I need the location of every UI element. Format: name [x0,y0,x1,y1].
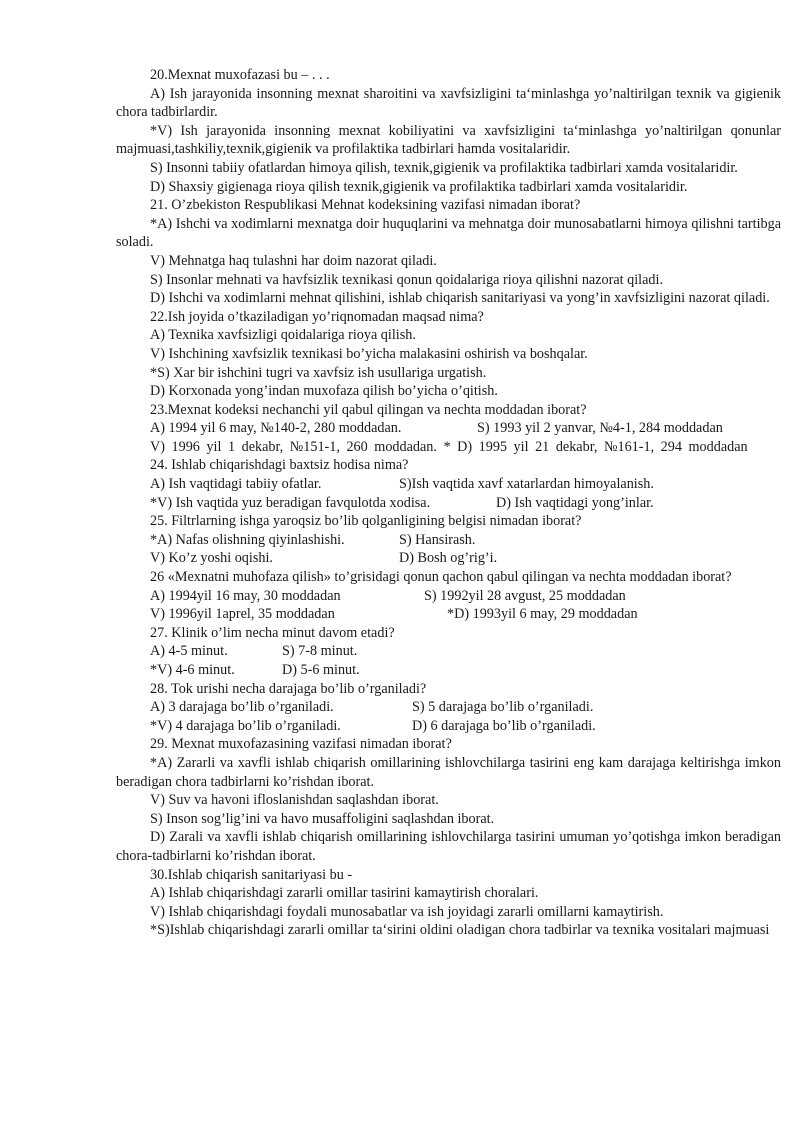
question-30: 30.Ishlab chiqarish sanitariyasi bu - [150,866,353,883]
q28-option-v: *V) 4 darajaga bo’lib o’rganiladi. [150,717,341,734]
q29-option-a: *A) Zararli va xavfli ishlab chiqarish omillarining ishlovchilarga tasirini eng kam darajaga keltirishga imkon beradigan chora tadbirlarni ko’rishdan iborat. [116,754,781,790]
q23-options-row-2: V) 1996 yil 1 dekabr, №151-1, 260 moddadan. * D) 1995 yil 21 dekabr, №161-1, 294 moddadan [150,438,748,455]
q22-option-s: *S) Xar bir ishchini tugri va xavfsiz ish usullariga urgatish. [150,364,487,381]
q30-option-v: V) Ishlab chiqarishdagi foydali munosabatlar va ish joyidagi zararli omillarni kamaytirish. [150,903,664,920]
q27-options-row-1 [116,642,781,661]
q25-option-s: S) Hansirash. [399,531,476,548]
question-24: 24. Ishlab chiqarishdagi baxtsiz hodisa nima? [150,457,409,474]
q20-option-d: D) Shaxsiy gigienaga rioya qilish texnik,gigienik va profilaktika tadbirlari xamda vositalaridir. [150,178,688,195]
q30-option-s: *S)Ishlab chiqarishdagi zararli omillar ta‘sirini oldini oladigan chora tadbirlar va texnika vositalari majmuasi [150,922,770,939]
question-28: 28. Tok urishi necha darajaga bo’lib o’rganiladi? [150,680,427,697]
q25-option-v: V) Ko’z yoshi oqishi. [150,550,273,567]
q25-option-d: D) Bosh og’rig’i. [399,550,498,567]
q30-option-a: A) Ishlab chiqarishdagi zararli omillar tasirini kamaytirish choralari. [150,885,539,902]
q22-option-a: A) Texnika xavfsizligi qoidalariga rioya qilish. [150,327,416,344]
q28-options-row-1 [116,698,781,717]
q21-option-a: *A) Ishchi va xodimlarni mexnatga doir huquqlarini va mehnatga doir munosabatlarni himoya qilishni tartibga soladi. [116,215,781,251]
q28-option-d: D) 6 darajaga bo’lib o’rganiladi. [412,717,596,734]
q24-option-v: *V) Ish vaqtida yuz beradigan favqulotda xodisa. [150,494,431,511]
question-25: 25. Filtrlarning ishga yaroqsiz bo’lib qolganligining belgisi nimadan iborat? [150,513,582,530]
document-page [116,66,781,940]
q24-options-row-2 [116,494,781,513]
q24-option-a: A) Ish vaqtidagi tabiiy ofatlar. [150,476,322,493]
question-20: 20.Mexnat muxofazasi bu – . . . [150,67,330,83]
q27-option-s: S) 7-8 minut. [282,643,358,660]
q24-option-d: D) Ish vaqtidagi yong’inlar. [496,494,654,511]
q21-option-d: D) Ishchi va xodimlarni mehnat qilishini, ishlab chiqarish sanitariyasi va yong’in xavfsizligini nazorat qiladi. [150,290,770,307]
question-23: 23.Mexnat kodeksi nechanchi yil qabul qilingan va nechta moddadan iborat? [150,401,587,418]
q23-options-row-1 [116,419,781,438]
q28-option-s: S) 5 darajaga bo’lib o’rganiladi. [412,699,594,716]
q25-options-row-1 [116,531,781,550]
question-21: 21. O’zbekiston Respublikasi Mehnat kodeksining vazifasi nimadan iborat? [150,197,581,214]
q20-option-s: S) Insonni tabiiy ofatlardan himoya qilish, texnik,gigienik va profilaktika tadbirlari xamda vositalaridir. [150,159,738,176]
q29-option-v: V) Suv va havoni ifloslanishdan saqlashdan iborat. [150,792,439,809]
q23-option-s: S) 1993 yil 2 yanvar, №4-1, 284 moddadan [477,420,723,437]
q26-option-a: A) 1994yil 16 may, 30 moddadan [150,587,341,604]
q21-option-s: S) Insonlar mehnati va havfsizlik texnikasi qonun qoidalariga rioya qilishni nazorat qiladi. [150,271,663,288]
q24-options-row-1 [116,475,781,494]
q24-option-s: S)Ish vaqtida xavf xatarlardan himoyalanish. [399,476,654,493]
q26-options-row-2 [116,605,781,624]
question-29: 29. Mexnat muxofazasining vazifasi nimadan iborat? [150,736,452,753]
q29-option-s: S) Inson sog’lig’ini va havo musaffoligini saqlashdan iborat. [150,810,495,827]
q28-option-a: A) 3 darajaga bo’lib o’rganiladi. [150,699,334,716]
q20-option-a: A) Ish jarayonida insonning mexnat sharoitini va xavfsizligini ta‘minlashga yo’naltirilgan texnik va gigienik chora tadbirlardir. [116,85,781,121]
q29-option-d: D) Zarali va xavfli ishlab chiqarish omillarining ishlovchilarga tasirini umuman yo’qotishga imkon beradigan chora-tadbirlarni ko’rishdan iborat. [116,829,781,864]
q22-option-v: V) Ishchining xavfsizlik texnikasi bo’yicha malakasini oshirish va boshqalar. [150,345,588,362]
q25-option-a: *A) Nafas olishning qiyinlashishi. [150,531,345,548]
question-26: 26 «Mexnatni muhofaza qilish» to’grisidagi qonun qachon qabul qilingan va nechta moddadan iborat? [150,569,732,586]
question-27: 27. Klinik o’lim necha minut davom etadi? [150,624,395,641]
q27-option-d: D) 5-6 minut. [282,662,360,678]
q20-option-v: *V) Ish jarayonida insonning mexnat kobiliyatini va xavfsizligini ta‘minlashga yo’naltirilgan qonunlar majmuasi,tashkiliy,texnik,gigienik va profilaktika tadbirlari hamda vositalaridir. [116,122,781,158]
q26-option-d: *D) 1993yil 6 may, 29 moddadan [447,606,638,623]
q25-options-row-2 [116,549,781,568]
q27-option-v: *V) 4-6 minut. [150,662,235,678]
q21-option-v: V) Mehnatga haq tulashni har doim nazorat qiladi. [150,252,437,269]
q27-options-row-2 [116,661,781,680]
q26-option-v: V) 1996yil 1aprel, 35 moddadan [150,606,335,623]
q22-option-d: D) Korxonada yong’indan muxofaza qilish bo’yicha o’qitish. [150,383,498,400]
q26-option-s: S) 1992yil 28 avgust, 25 moddadan [424,587,626,604]
q28-options-row-2 [116,717,781,736]
question-22: 22.Ish joyida o’tkaziladigan yo’riqnomadan maqsad nima? [150,308,484,325]
q27-option-a: A) 4-5 minut. [150,643,228,660]
q26-options-row-1 [116,587,781,606]
q23-option-a: A) 1994 yil 6 may, №140-2, 280 moddadan. [150,420,402,437]
